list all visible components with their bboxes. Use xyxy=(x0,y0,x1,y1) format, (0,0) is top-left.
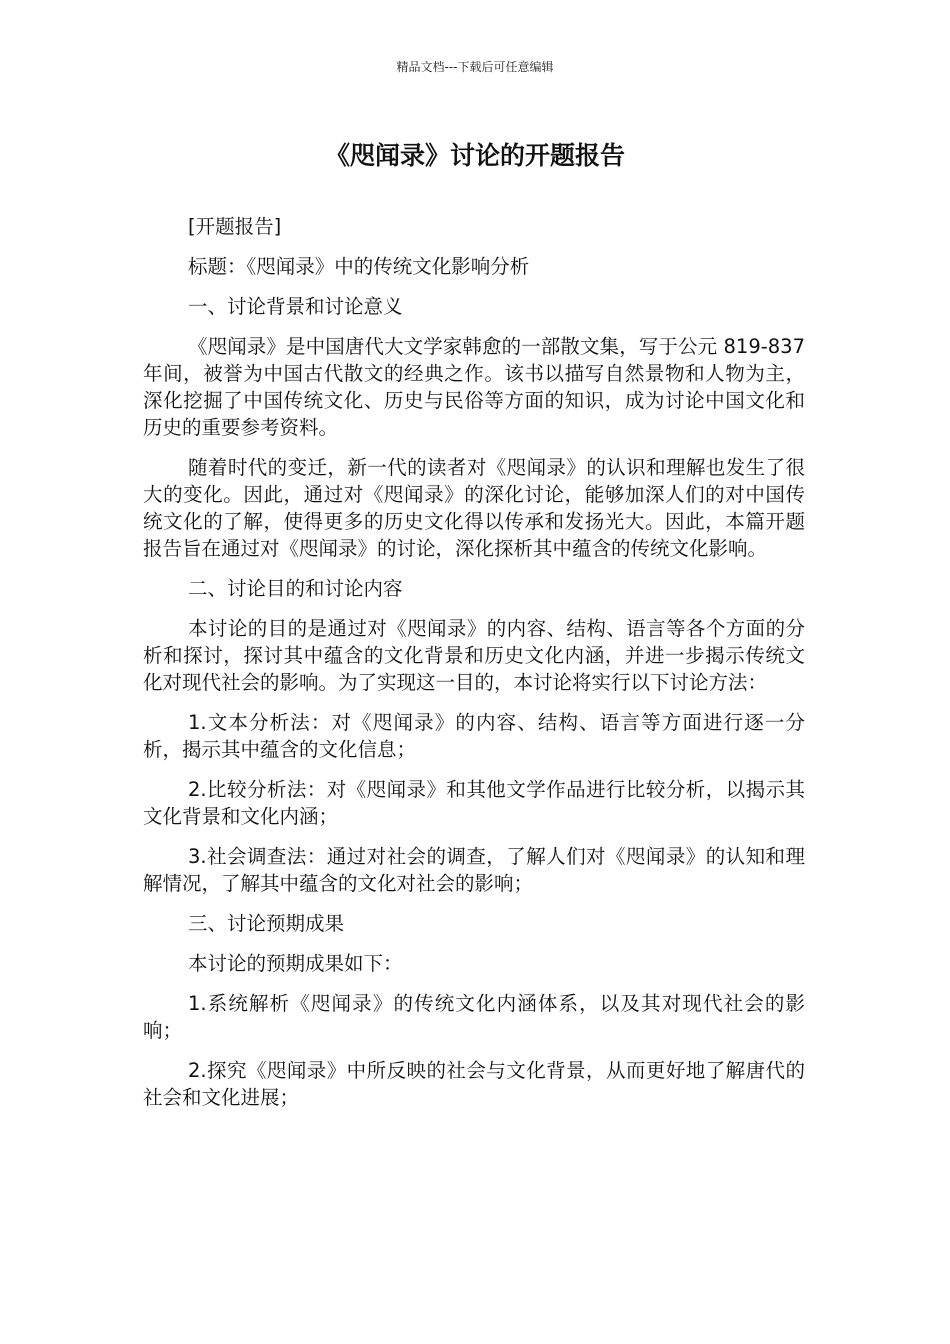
list-item: 1.系统解析《咫闻录》的传统文化内涵体系，以及其对现代社会的影响； xyxy=(143,992,805,1042)
list-item: 2.比较分析法：对《咫闻录》和其他文学作品进行比较分析，以揭示其文化背景和文化内涵； xyxy=(143,778,805,828)
body-paragraph: 《咫闻录》是中国唐代大文学家韩愈的一部散文集，写于公元 819-837 年间，被誉为中国古代散文的经典之作。该书以描写自然景物和人物为主，深化挖掘了中国传统文化、历史与民俗等方面的知识，成为讨论中国文化和历史的重要参考资料。 xyxy=(143,335,805,439)
section-heading-3: 三、讨论预期成果 xyxy=(188,912,345,935)
section-heading-1: 一、讨论背景和讨论意义 xyxy=(188,295,403,318)
document-title: 《咫闻录》讨论的开题报告 xyxy=(324,141,625,170)
body-paragraph: 随着时代的变迁，新一代的读者对《咫闻录》的认识和理解也发生了很大的变化。因此，通过对《咫闻录》的深化讨论，能够加深人们的对中国传统文化的了解，使得更多的历史文化得以传承和发扬光大。因此，本篇开题报告旨在通过对《咫闻录》的讨论，深化探析其中蕴含的传统文化影响。 xyxy=(143,456,805,560)
body-paragraph: 本讨论的目的是通过对《咫闻录》的内容、结构、语言等各个方面的分析和探讨，探讨其中蕴含的文化背景和历史文化内涵，并进一步揭示传统文化对现代社会的影响。为了实现这一目的，本讨论将实行以下讨论方法： xyxy=(143,617,805,694)
list-item: 3.社会调查法：通过对社会的调查，了解人们对《咫闻录》的认知和理解情况，了解其中蕴含的文化对社会的影响； xyxy=(143,845,805,895)
list-item: 1.文本分析法：对《咫闻录》的内容、结构、语言等方面进行逐一分析，揭示其中蕴含的文化信息； xyxy=(143,711,805,761)
body-paragraph: 本讨论的预期成果如下： xyxy=(188,952,403,975)
document-body xyxy=(143,213,805,1124)
list-item: 2.探究《咫闻录》中所反映的社会与文化背景，从而更好地了解唐代的社会和文化进展； xyxy=(143,1059,805,1109)
section-heading-2: 二、讨论目的和讨论内容 xyxy=(188,577,403,600)
label-report: [开题报告] xyxy=(188,215,282,238)
subtitle-line: 标题：《咫闻录》中的传统文化影响分析 xyxy=(188,255,530,278)
page-header-note: 精品文档---下载后可任意编辑 xyxy=(396,60,554,74)
